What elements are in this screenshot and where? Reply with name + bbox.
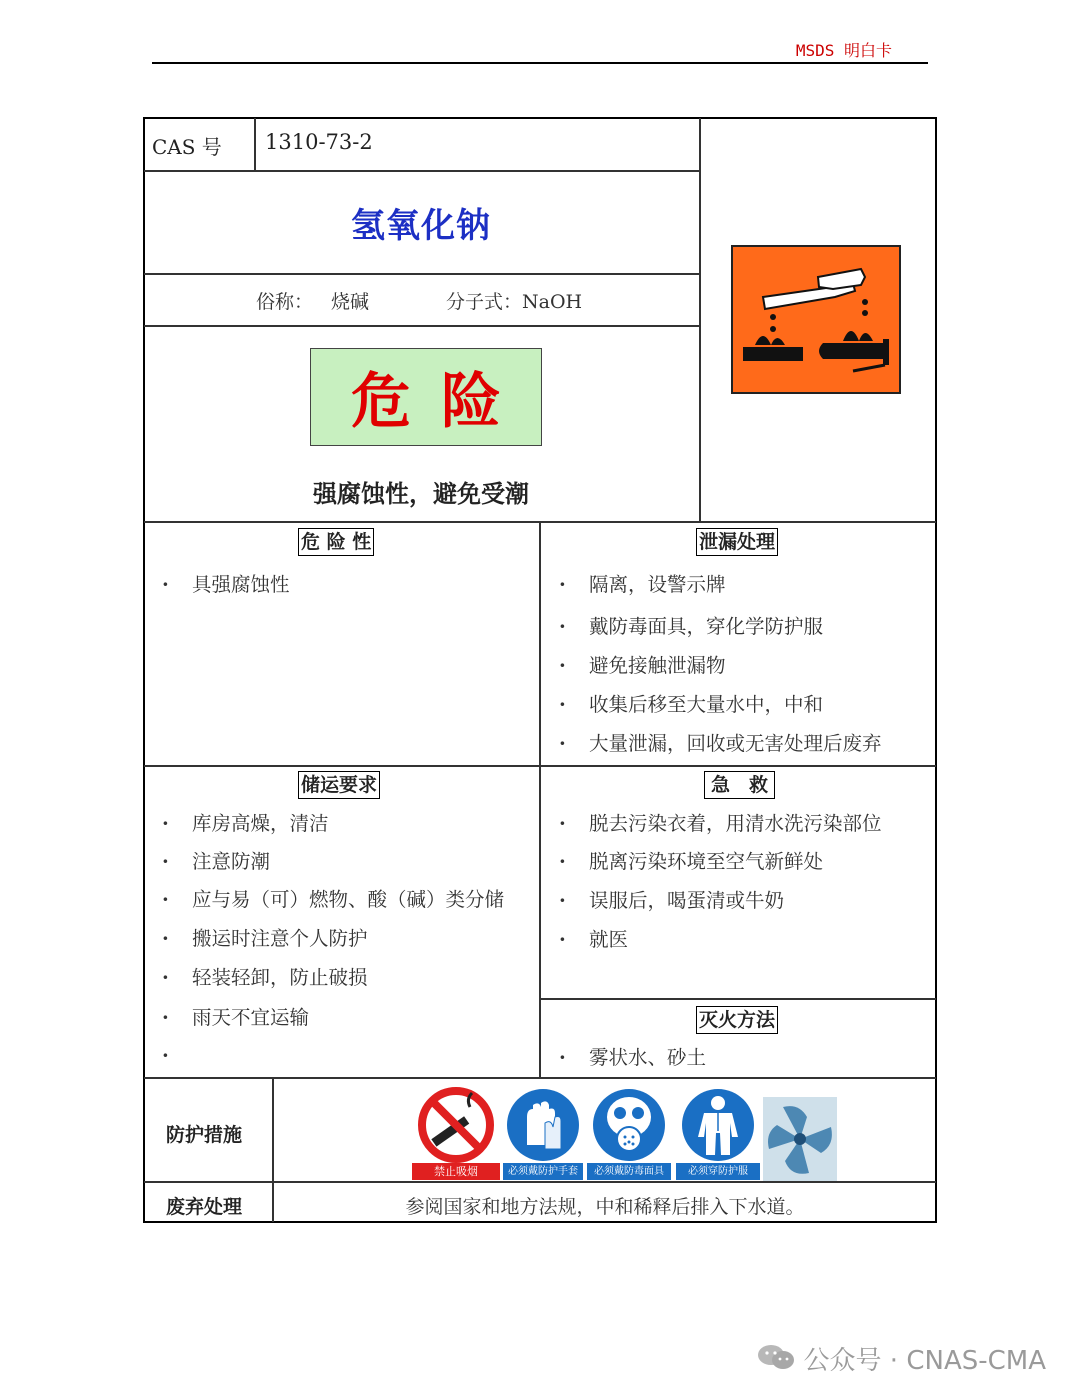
list-item: · 大量泄漏，回收或无害处理后废弃 [559,734,882,754]
storage-list [162,814,504,1046]
formula-label: 分子式： [446,291,523,313]
list-item: · 应与易（可）燃物、酸（碱）类分储 [162,890,504,910]
divider [144,1181,936,1183]
header-label: MSDS 明白卡 [795,41,892,60]
gas-mask-icon [587,1087,671,1181]
divider [539,998,936,1000]
divider [144,170,699,172]
list-item: · 收集后移至大量水中，中和 [559,695,882,715]
alias [256,287,369,314]
sign-caption: 必须戴防护手套 [503,1163,583,1180]
list-item: · 就医 [559,930,882,950]
list-item: · 雨天不宜运输 [162,1008,504,1028]
leak-list [559,575,882,754]
cas-label: CAS 号 [152,135,222,159]
fan-icon [763,1097,837,1181]
fire-list [559,1048,706,1068]
divider [144,273,699,275]
gloves-icon [503,1087,583,1181]
danger-signal-box [310,348,542,446]
protection-label: 防护措施 [166,1124,243,1146]
disposal-text: 参阅国家和地方法规，中和稀释后排入下水道。 [405,1196,805,1218]
sign-caption: 禁止吸烟 [412,1163,500,1180]
disposal-label: 废弃处理 [166,1196,243,1218]
storage-title: 储运要求 [298,771,380,799]
divider [144,1077,936,1079]
first-aid-title: 急 救 [704,771,775,799]
list-item: · 避免接触泄漏物 [559,656,882,676]
list-item: · 库房高燥，清洁 [162,814,504,834]
leak-title: 泄漏处理 [696,528,778,556]
corrosive-icon [731,245,901,394]
list-item: · 隔离，设警示牌 [559,575,882,595]
watermark-text: 公众号 · CNAS-CMA [803,1346,1046,1376]
list-item: · 具强腐蚀性 [162,575,290,595]
list-item: · 搬运时注意个人防护 [162,929,504,949]
list-item: · 雾状水、砂土 [559,1048,706,1068]
divider [254,118,256,170]
hazard-list [162,575,290,595]
wechat-icon [756,1342,796,1372]
chemical-name: 氢氧化钠 [351,206,491,246]
alias-value: 烧碱 [331,291,370,313]
formula [446,287,582,314]
no-smoking-icon [412,1087,500,1181]
sign-caption: 必须穿防护服 [676,1163,760,1180]
list-item: · 脱去污染衣着，用清水洗污染部位 [559,814,882,834]
cas-value: 1310-73-2 [265,130,373,154]
header-rule [152,62,928,64]
first-aid-list [559,814,882,950]
divider [539,521,541,1078]
list-item: · 误服后，喝蛋清或牛奶 [559,891,882,911]
list-item: · 脱离污染环境至空气新鲜处 [559,852,882,872]
list-item: · 轻装轻卸，防止破损 [162,968,504,988]
formula-value: NaOH [522,291,583,313]
list-item: · 注意防潮 [162,852,504,872]
divider [144,325,699,327]
sign-caption: 必须戴防毒面具 [587,1163,671,1180]
protective-suit-icon [676,1087,760,1181]
fire-title: 灭火方法 [696,1006,778,1034]
alias-label: 俗称： [256,291,314,313]
hazard-title: 危 险 性 [298,528,374,556]
danger-word: 危险 [351,367,531,437]
divider [699,118,701,522]
list-item: · 戴防毒面具，穿化学防护服 [559,617,882,637]
divider [144,765,936,767]
watermark [804,1340,1046,1377]
warning-statement: 强腐蚀性，避免受潮 [313,480,529,508]
